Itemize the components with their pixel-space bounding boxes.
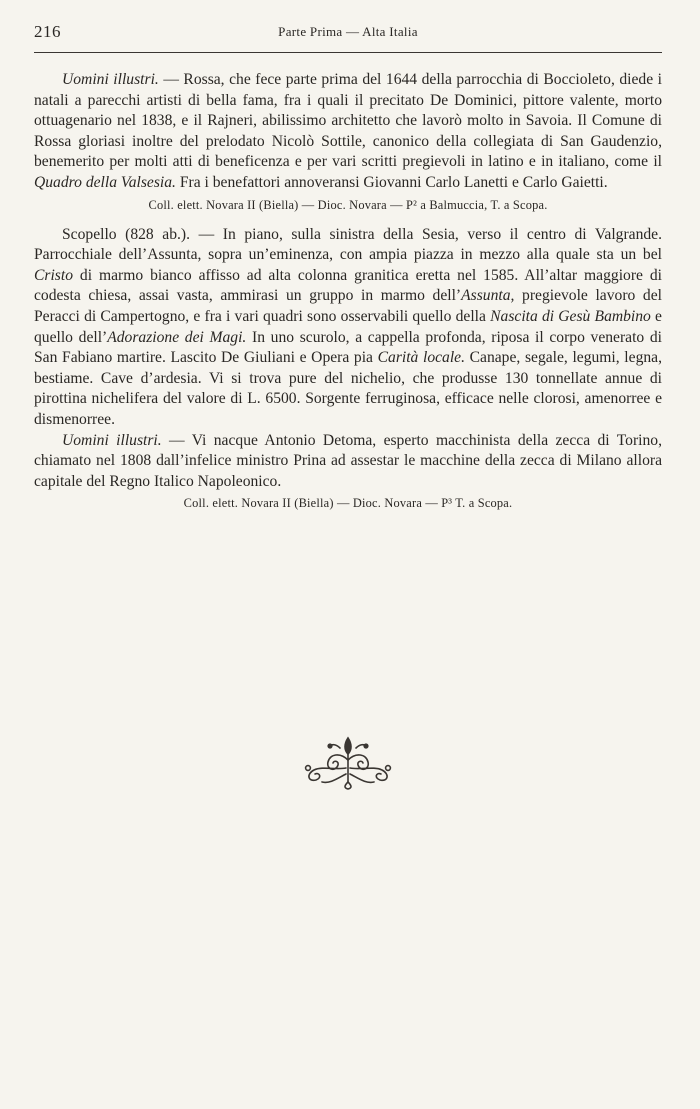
paragraph-text: — Rossa, che fece parte prima del 1644 della parrocchia di Boccioleto, diede i natali a parecchi artisti di bella fama, fra i quali il precitato De Dominici, pittore valente, morto ottuagenario nel 1838, e il Rajneri, abilissimo architetto che lavorò molto in Savoia. Il Comune di Rossa gloriasi inoltre del prelodato Nicolò Sottile, canonico della collegiata di San Gaudenzio, benemerito per molti atti di beneficenza e per vari scritti pregievoli in latino e in italiano, come il xyxy=(34,71,662,171)
population: (828 ab.). xyxy=(116,225,191,243)
page-body xyxy=(34,70,662,511)
paragraph-text: — Vi nacque Antonio Detoma, esperto macchinista della zecca di Torino, chiamato nel 1808 dall’infelice ministro Prina ad assestar le macchine della zecca di Milano allora capitale del Regno Italico Napoleonico. xyxy=(34,431,662,490)
electoral-note: Coll. elett. Novara II (Biella) — Dioc. Novara — P³ T. a Scopa. xyxy=(183,496,513,511)
paragraph-text: e quello dell’ xyxy=(34,307,662,346)
page-header xyxy=(34,22,662,44)
paragraph-text: Canape, segale, legumi, legna, bestiame. Cave d’ardesia. Vi si trova pure del nichelio, che produsse 130 tonnellate annue di pirottina nichelifera del valore di L. 6500. Sorgente ferruginosa, efficace nelle clorosi, amenorree e dismenorree. xyxy=(34,349,662,428)
header-rule xyxy=(34,52,662,53)
rossa-illustri-paragraph xyxy=(34,70,662,194)
scopello-illustri-paragraph xyxy=(34,431,662,493)
paragraph-text: di marmo bianco affisso ad alta colonna granitica eretta nel 1585. All’altar maggiore di codesta chiesa, assai vasta, ammirasi un gruppo in marmo dell’ xyxy=(34,266,662,305)
paragraph-text: — In piano, sulla sinistra della Sesia, verso il centro di Valgrande. Parrocchiale dell’Assunta, sopra un’eminenza, con ampia piazza in mezzo alla quale sta un bel xyxy=(34,225,662,264)
artwork-title: Adorazione dei Magi. xyxy=(107,328,247,346)
electoral-note: Coll. elett. Novara II (Biella) — Dioc. Novara — P² a Balmuccia, T. a Scopa. xyxy=(148,197,548,212)
artwork-title: Assunta, xyxy=(461,287,515,305)
spacer xyxy=(34,213,662,225)
artwork-title: Nascita di Gesù Bambino xyxy=(490,307,651,325)
page-number: 216 xyxy=(34,22,61,41)
artwork-title: Cristo xyxy=(34,266,73,284)
section-label: Uomini illustri. xyxy=(62,431,162,449)
charity-name: Carità locale. xyxy=(377,349,465,367)
paragraph-text: pregievole lavoro del Peracci di Campertogno, e fra i vari quadri sono osservabili quello della xyxy=(34,287,662,325)
work-title: Quadro della Valsesia. xyxy=(34,173,176,191)
paragraph-text: In uno scurolo, a cappella profonda, riposa il corpo venerato di San Fabiano martire. Lascito De Giuliani e Opera pia xyxy=(34,328,663,367)
paragraph-text: Fra i benefattori annoveransi Giovanni Carlo Lanetti e Carlo Gaietti. xyxy=(175,173,608,191)
floral-ornament-icon xyxy=(300,734,396,790)
section-label: Uomini illustri. xyxy=(62,71,159,88)
place-name: Scopello xyxy=(62,225,117,243)
scopello-paragraph xyxy=(34,225,662,431)
running-title: Parte Prima — Alta Italia xyxy=(278,24,418,39)
